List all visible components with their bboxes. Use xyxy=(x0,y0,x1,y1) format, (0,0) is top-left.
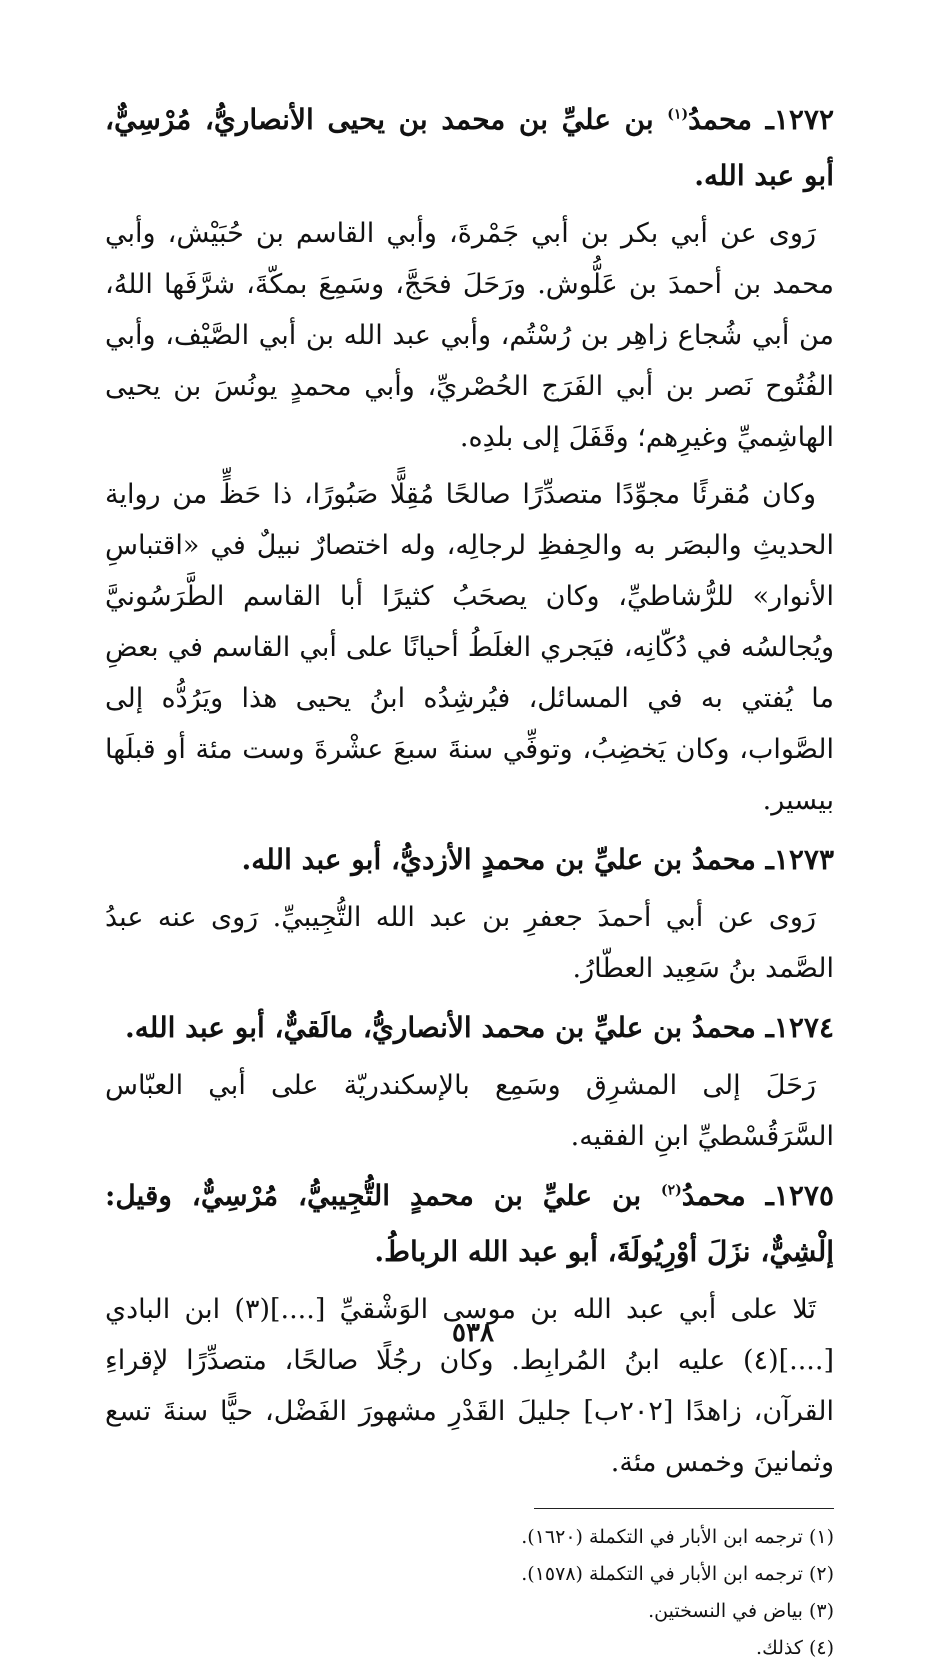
entry-heading-text: ١٢٧٥ـ محمدُ xyxy=(681,1179,834,1212)
entry-heading xyxy=(105,92,834,204)
footnote-reference[interactable]: (١) xyxy=(667,106,689,123)
footnote-divider xyxy=(534,1508,834,1509)
biography-entry-1272 xyxy=(105,92,834,826)
biography-entry-1274 xyxy=(105,1000,834,1162)
footnote-4: (٤) كذلك. xyxy=(756,1637,834,1659)
biography-entry-1273 xyxy=(105,832,834,994)
footnote-3: (٣) بياض في النسختين. xyxy=(648,1600,834,1622)
entry-paragraph: رَحَلَ إلى المشرِق وسَمِع بالإسكندريّة على أبي العبّاس السَّرَقُسْطيِّ ابنِ الفقيه. xyxy=(105,1070,834,1152)
footnotes xyxy=(105,1519,834,1667)
entry-heading: ١٢٧٤ـ محمدُ بن عليِّ بن محمد الأنصاريُّ، مالَقيٌّ، أبو عبد الله. xyxy=(125,1011,834,1044)
entry-paragraph: رَوى عن أبي أحمدَ جعفرِ بن عبد الله التُّجِيبيِّ. رَوى عنه عبدُ الصَّمد بنُ سَعِيد العطّارُ. xyxy=(105,902,834,984)
entry-heading-text: بن عليِّ بن محمد بن يحيى الأنصاريُّ، مُرْسِيٌّ، أبو عبد الله. xyxy=(105,103,834,192)
footnote-reference[interactable]: (٢) xyxy=(661,1182,682,1199)
entry-paragraph: رَوى عن أبي بكر بن أبي جَمْرةَ، وأبي القاسم بن حُبَيْش، وأبي محمد بن أحمدَ بن عَلُّوش. ورَحَلَ فحَجَّ، وسَمِعَ بمكّةَ، شرَّفَها اللهُ، من أبي شُجاع زاهِر بن رُسْتُم، وأبي عبد الله بن أبي الصَّيْف، وأبي الفُتُوح نَصر بن أبي الفَرَج الحُصْريِّ، وأبي محمدٍ يونُسَ بن يحيى الهاشِميِّ وغيرِهم؛ وقَفَلَ إلى بلدِه. xyxy=(105,218,834,453)
entry-heading xyxy=(105,1168,834,1280)
entry-paragraph: تَلا على أبي عبد الله بن موسى الوَشْقيِّ [....](٣) ابن البادي [....](٤) عليه ابنُ المُرابِط. وكان رجُلًا صالحًا، متصدِّرًا لإقراءِ القرآن، زاهدًا [٢٠٢ب] جليلَ القَدْرِ مشهورَ الفَضْل، حيًّا سنةَ تسع وثمانينَ وخمس مئة. xyxy=(105,1294,835,1478)
entry-paragraph: وكان مُقرئًا مجوِّدًا متصدِّرًا صالحًا مُقِلًّا صَبُورًا، ذا حَظٍّ من رواية الحديثِ والبصَر به والحِفظِ لرجالِه، وله اختصارٌ نبيلٌ في «اقتباسِ الأنوار» للرُّشاطيِّ، وكان يصحَبُ كثيرًا أبا القاسم الطَّرَسُونيَّ ويُجالسُه في دُكّانِه، فيَجري الغلَطُ أحيانًا على أبي القاسم في بعضِ ما يُفتي به في المسائل، فيُرشِدُه ابنُ يحيى هذا ويَرُدُّه إلى الصَّواب، وكان يَخضِبُ، وتوفِّي سنةَ سبعَ عشْرةَ وست مئة أو قبلَها بيسير. xyxy=(105,479,834,816)
page-number: ٥٣٨ xyxy=(452,1318,494,1348)
entry-heading-text: بن عليِّ بن محمدٍ التُّجِيبيُّ، مُرْسِيٌّ، وقيل: إلْشِيٌّ، نزَلَ أوْرِيُولَةَ، أبو عبد الله الرباطُ. xyxy=(105,1179,834,1268)
entry-heading-text: ١٢٧٢ـ محمدُ xyxy=(688,103,834,136)
footnote-2: (٢) ترجمه ابن الأبار في التكملة (١٥٧٨). xyxy=(521,1563,834,1585)
entry-heading: ١٢٧٣ـ محمدُ بن عليِّ بن محمدٍ الأزديُّ، أبو عبد الله. xyxy=(241,843,834,876)
footnote-1: (١) ترجمه ابن الأبار في التكملة (١٦٢٠). xyxy=(521,1526,834,1548)
